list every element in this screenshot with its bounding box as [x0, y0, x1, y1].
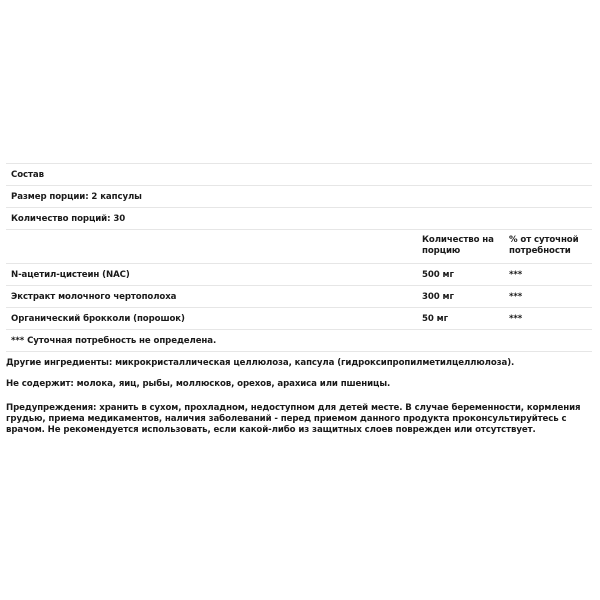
allergen-statement: Не содержит: молока, яиц, рыбы, моллюсков, орехов, арахиса или пшеницы.	[6, 379, 391, 389]
table-header-row	[6, 230, 592, 264]
ingredient-amount: 50 мг	[422, 314, 448, 324]
supplement-facts-table	[6, 163, 592, 352]
serving-size: Размер порции: 2 капсулы	[11, 192, 142, 202]
ingredient-amount: 300 мг	[422, 292, 454, 302]
footnote-row	[6, 330, 592, 352]
ingredient-amount: 500 мг	[422, 270, 454, 280]
ingredient-name: N-ацетил-цистеин (NAC)	[11, 270, 130, 280]
ingredient-name: Органический брокколи (порошок)	[11, 314, 185, 324]
servings-per-container: Количество порций: 30	[11, 214, 126, 224]
servings-per-container-row	[6, 208, 592, 230]
ingredient-daily-value: ***	[509, 314, 523, 324]
table-row	[6, 308, 592, 330]
ingredient-daily-value: ***	[509, 270, 523, 280]
table-row	[6, 264, 592, 286]
column-header-daily-value: % от суточной потребности	[509, 235, 579, 256]
footnote: *** Суточная потребность не определена.	[11, 336, 217, 346]
ingredient-daily-value: ***	[509, 292, 523, 302]
other-ingredients: Другие ингредиенты: микрокристаллическая целлюлоза, капсула (гидроксипропилметилцеллюлоза).	[6, 358, 515, 368]
facts-title-row	[6, 164, 592, 186]
ingredient-name: Экстракт молочного чертополоха	[11, 292, 177, 302]
column-header-amount: Количество на порцию	[422, 235, 494, 256]
facts-title: Состав	[11, 170, 44, 180]
serving-size-row	[6, 186, 592, 208]
warnings: Предупреждения: хранить в сухом, прохладном, недоступном для детей месте. В случае беременности, кормления грудью, приема медикаментов, наличия заболеваний - перед приемом данного продукта проконсультируйтесь с врачом. Не рекомендуется использовать, если какой-либо из защитных слоев поврежден или отсутствует.	[6, 403, 581, 435]
table-row	[6, 286, 592, 308]
